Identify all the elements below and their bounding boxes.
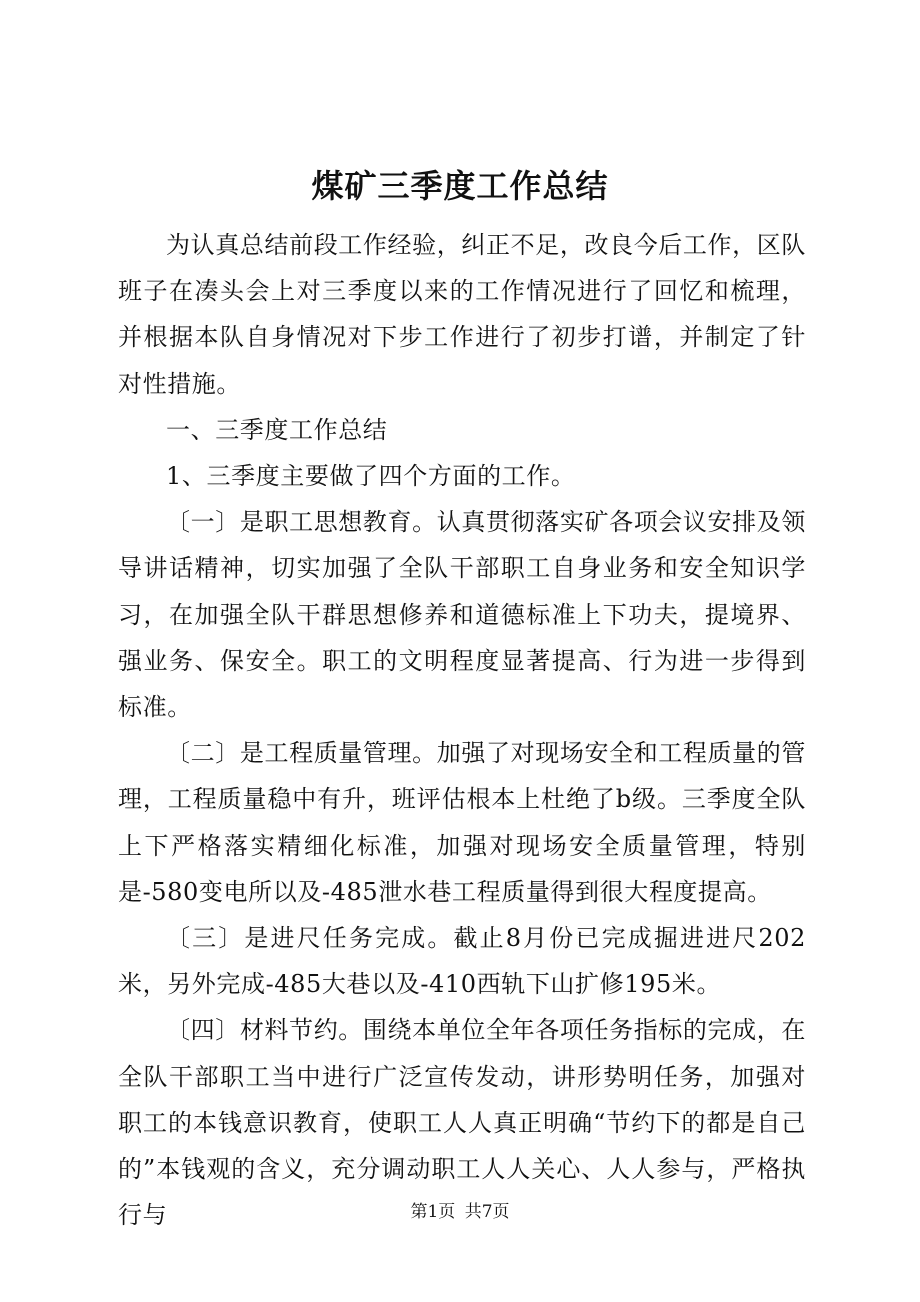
- paragraph-item-1: 〔一〕是职工思想教育。认真贯彻落实矿各项会议安排及领导讲话精神，切实加强了全队干部职工自身业务和安全知识学习，在加强全队干群思想修养和道德标准上下功夫，提境界、强业务、保安全。职工的文明程度显著提高、行为进一步得到标准。: [118, 508, 806, 722]
- paragraph-intro: 为认真总结前段工作经验，纠正不足，改良今后工作，区队班子在凑头会上对三季度以来的工作情况进行了回忆和梳理，并根据本队自身情况对下步工作进行了初步打谱，并制定了针对性措施。: [118, 231, 806, 398]
- document-title: 煤矿三季度工作总结: [311, 167, 609, 205]
- total-pages: 共7页: [464, 1202, 510, 1222]
- document-body: [118, 222, 806, 1238]
- paragraph-item-3: 〔三〕是进尺任务完成。截止8月份已完成掘进进尺202米，另外完成-485大巷以及-410西轨下山扩修195米。: [118, 924, 806, 999]
- paragraph-item-4: 〔四〕材料节约。围绕本单位全年各项任务指标的完成，在全队干部职工当中进行广泛宣传发动，讲形势明任务，加强对职工的本钱意识教育，使职工人人真正明确“节约下的都是自己的”本钱观的含义，充分调动职工人人关心、人人参与，严格执行与: [118, 1016, 806, 1230]
- page-footer: [0, 1200, 920, 1224]
- paragraph-item-2: 〔二〕是工程质量管理。加强了对现场安全和工程质量的管理，工程质量稳中有升，班评估根本上杜绝了b级。三季度全队上下严格落实精细化标准，加强对现场安全质量管理，特别是-580变电所以及-485泄水巷工程质量得到很大程度提高。: [118, 739, 806, 906]
- page-number: 第1页: [410, 1202, 456, 1222]
- subsection-heading: 1、三季度主要做了四个方面的工作。: [166, 462, 576, 491]
- section-heading: 一、三季度工作总结: [166, 415, 388, 444]
